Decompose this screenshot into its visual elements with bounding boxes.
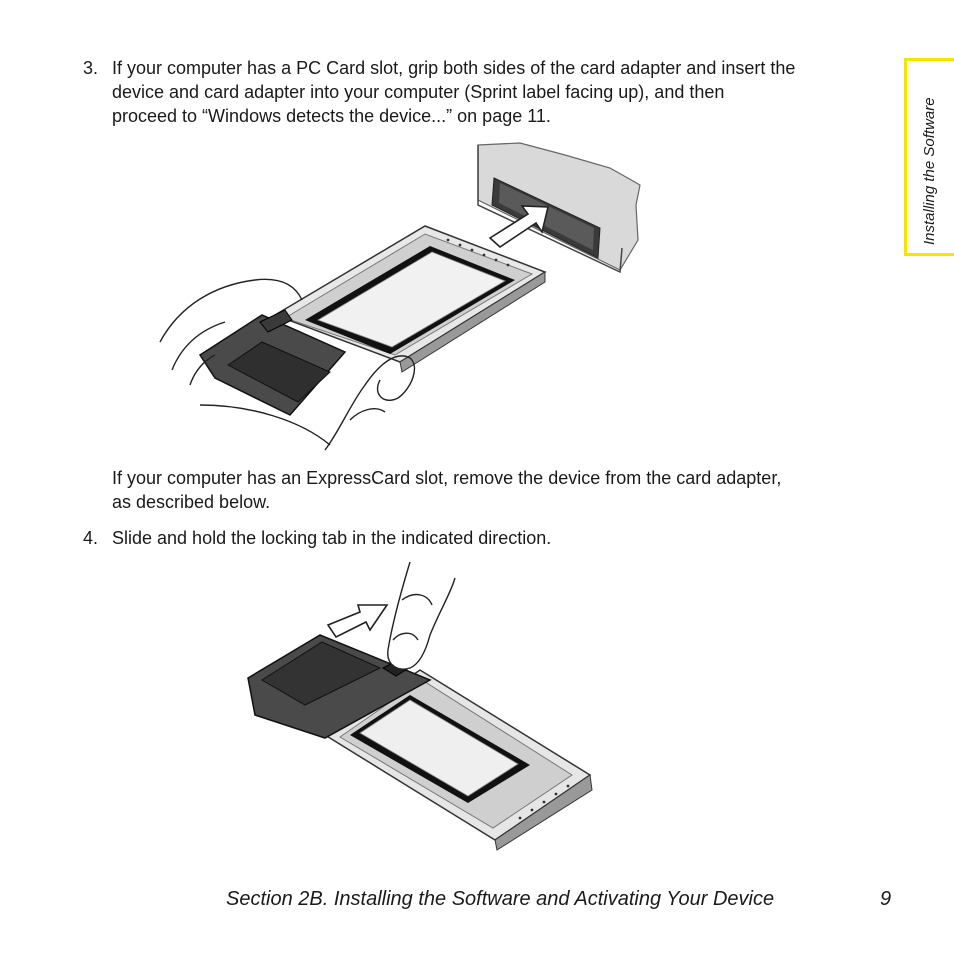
step-4 (83, 526, 902, 550)
page-number: 9 (880, 888, 892, 910)
insert-arrow (490, 206, 548, 247)
step-3-line-2: device and card adapter into your computer (Sprint label facing up), and then (112, 82, 725, 102)
device-1 (200, 310, 345, 415)
slide-arrow (328, 605, 387, 637)
step-3-line-1: If your computer has a PC Card slot, grip both sides of the card adapter and insert the (112, 58, 796, 78)
card-adapter-1 (275, 226, 545, 372)
footer-section-title: Section 2B. Installing the Software and Activating Your Device (226, 888, 775, 910)
laptop-slot (478, 143, 640, 272)
expresscard-note (112, 466, 902, 514)
card-adapter-2 (325, 670, 592, 850)
step-3-line-3: proceed to “Windows detects the device...” on page 11. (112, 106, 551, 126)
finger-2 (388, 562, 455, 669)
device-2 (248, 635, 430, 738)
expresscard-line-1: If your computer has an ExpressCard slot, remove the device from the card adapter, (112, 468, 782, 488)
side-tab-label: Installing the Software (921, 97, 938, 245)
expresscard-line-2: as described below. (112, 492, 271, 512)
step-3 (83, 56, 902, 128)
step-number: 3. (83, 58, 99, 78)
step-4-text: Slide and hold the locking tab in the indicated direction. (112, 528, 552, 548)
step-number: 4. (83, 528, 99, 548)
section-side-tab (904, 58, 954, 256)
hand-1 (160, 279, 414, 450)
